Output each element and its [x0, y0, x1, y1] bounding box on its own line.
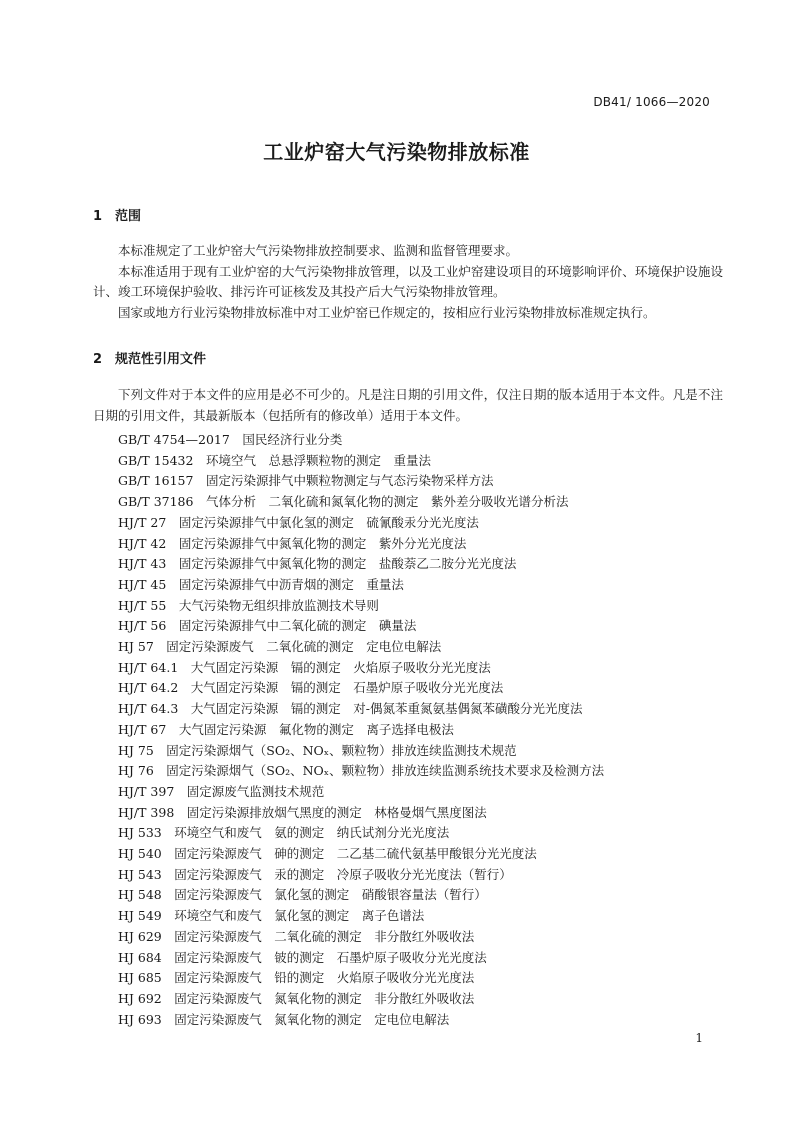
- section-number: 2: [93, 352, 103, 367]
- document-code: DB41/ 1066—2020: [593, 95, 710, 109]
- reference-item: HJ 692 固定污染源废气 氮氧化物的测定 非分散红外吸收法: [118, 990, 475, 1006]
- reference-item: HJ 75 固定污染源烟气（SO₂、NOₓ、颗粒物）排放连续监测技术规范: [118, 742, 517, 758]
- reference-item: HJ 533 环境空气和废气 氨的测定 纳氏试剂分光光度法: [118, 825, 450, 841]
- section-title: 规范性引用文件: [115, 352, 207, 367]
- reference-item: HJ 549 环境空气和废气 氯化氢的测定 离子色谱法: [118, 908, 425, 924]
- reference-item: HJ 693 固定污染源废气 氮氧化物的测定 定电位电解法: [118, 1011, 450, 1027]
- reference-item: HJ/T 397 固定源废气监测技术规范: [118, 783, 325, 799]
- section-heading-scope: [93, 205, 141, 224]
- reference-item: HJ/T 56 固定污染源排气中二氧化硫的测定 碘量法: [118, 618, 417, 634]
- section-heading-references: [93, 348, 206, 367]
- reference-item: HJ/T 64.3 大气固定污染源 镉的测定 对-偶氮苯重氮氨基偶氮苯磺酸分光光度法: [118, 701, 583, 717]
- reference-item: HJ/T 27 固定污染源排气中氯化氢的测定 硫氰酸汞分光光度法: [118, 514, 479, 530]
- scope-body: [93, 241, 723, 324]
- reference-item: HJ 685 固定污染源废气 铅的测定 火焰原子吸收分光光度法: [118, 970, 475, 986]
- reference-item: HJ/T 64.2 大气固定污染源 镉的测定 石墨炉原子吸收分光光度法: [118, 680, 504, 696]
- references-intro: [93, 385, 723, 426]
- reference-item: HJ 543 固定污染源废气 汞的测定 冷原子吸收分光光度法（暂行）: [118, 866, 512, 882]
- reference-item: HJ/T 43 固定污染源排气中氮氧化物的测定 盐酸萘乙二胺分光光度法: [118, 556, 517, 572]
- paragraph: 本标准规定了工业炉窑大气污染物排放控制要求、监测和监督管理要求。: [118, 243, 519, 258]
- section-title: 范围: [115, 209, 142, 224]
- reference-item: GB/T 16157 固定污染源排气中颗粒物测定与气态污染物采样方法: [118, 473, 494, 489]
- reference-item: HJ 548 固定污染源废气 氯化氢的测定 硝酸银容量法（暂行）: [118, 887, 487, 903]
- reference-item: HJ/T 67 大气固定污染源 氟化物的测定 离子选择电极法: [118, 721, 454, 737]
- reference-item: GB/T 4754—2017 国民经济行业分类: [118, 432, 343, 447]
- reference-item: HJ 684 固定污染源废气 铍的测定 石墨炉原子吸收分光光度法: [118, 949, 487, 965]
- reference-item: HJ 629 固定污染源废气 二氧化硫的测定 非分散红外吸收法: [118, 928, 475, 944]
- reference-item: HJ/T 55 大气污染物无组织排放监测技术导则: [118, 597, 379, 613]
- document-title: 工业炉窑大气污染物排放标准: [263, 140, 530, 164]
- paragraph: 国家或地方行业污染物排放标准中对工业炉窑已作规定的，按相应行业污染物排放标准规定执行。: [118, 305, 656, 321]
- reference-list: [118, 430, 728, 1030]
- reference-item: HJ/T 45 固定污染源排气中沥青烟的测定 重量法: [118, 576, 404, 592]
- paragraph: 本标准适用于现有工业炉窑的大气污染物排放管理，以及工业炉窑建设项目的环境影响评价、环境保护设施设计、竣工环境保护验收、排污许可证核发及其投产后大气污染物排放管理。: [93, 263, 723, 300]
- reference-item: HJ 76 固定污染源烟气（SO₂、NOₓ、颗粒物）排放连续监测系统技术要求及检测方法: [118, 763, 605, 779]
- paragraph: 下列文件对于本文件的应用是必不可少的。凡是注日期的引用文件，仅注日期的版本适用于本文件。凡是不注日期的引用文件，其最新版本（包括所有的修改单）适用于本文件。: [93, 387, 723, 423]
- reference-item: HJ/T 42 固定污染源排气中氮氧化物的测定 紫外分光光度法: [118, 535, 467, 551]
- page-number: 1: [695, 1031, 703, 1045]
- reference-item: GB/T 37186 气体分析 二氧化硫和氮氧化物的测定 紫外差分吸收光谱分析法: [118, 494, 569, 510]
- reference-item: HJ 57 固定污染源废气 二氧化硫的测定 定电位电解法: [118, 639, 442, 655]
- reference-item: HJ/T 64.1 大气固定污染源 镉的测定 火焰原子吸收分光光度法: [118, 659, 491, 675]
- reference-item: HJ 540 固定污染源废气 砷的测定 二乙基二硫代氨基甲酸银分光光度法: [118, 846, 537, 862]
- section-number: 1: [93, 209, 103, 224]
- reference-item: HJ/T 398 固定污染源排放烟气黑度的测定 林格曼烟气黑度图法: [118, 804, 487, 820]
- reference-item: GB/T 15432 环境空气 总悬浮颗粒物的测定 重量法: [118, 452, 431, 468]
